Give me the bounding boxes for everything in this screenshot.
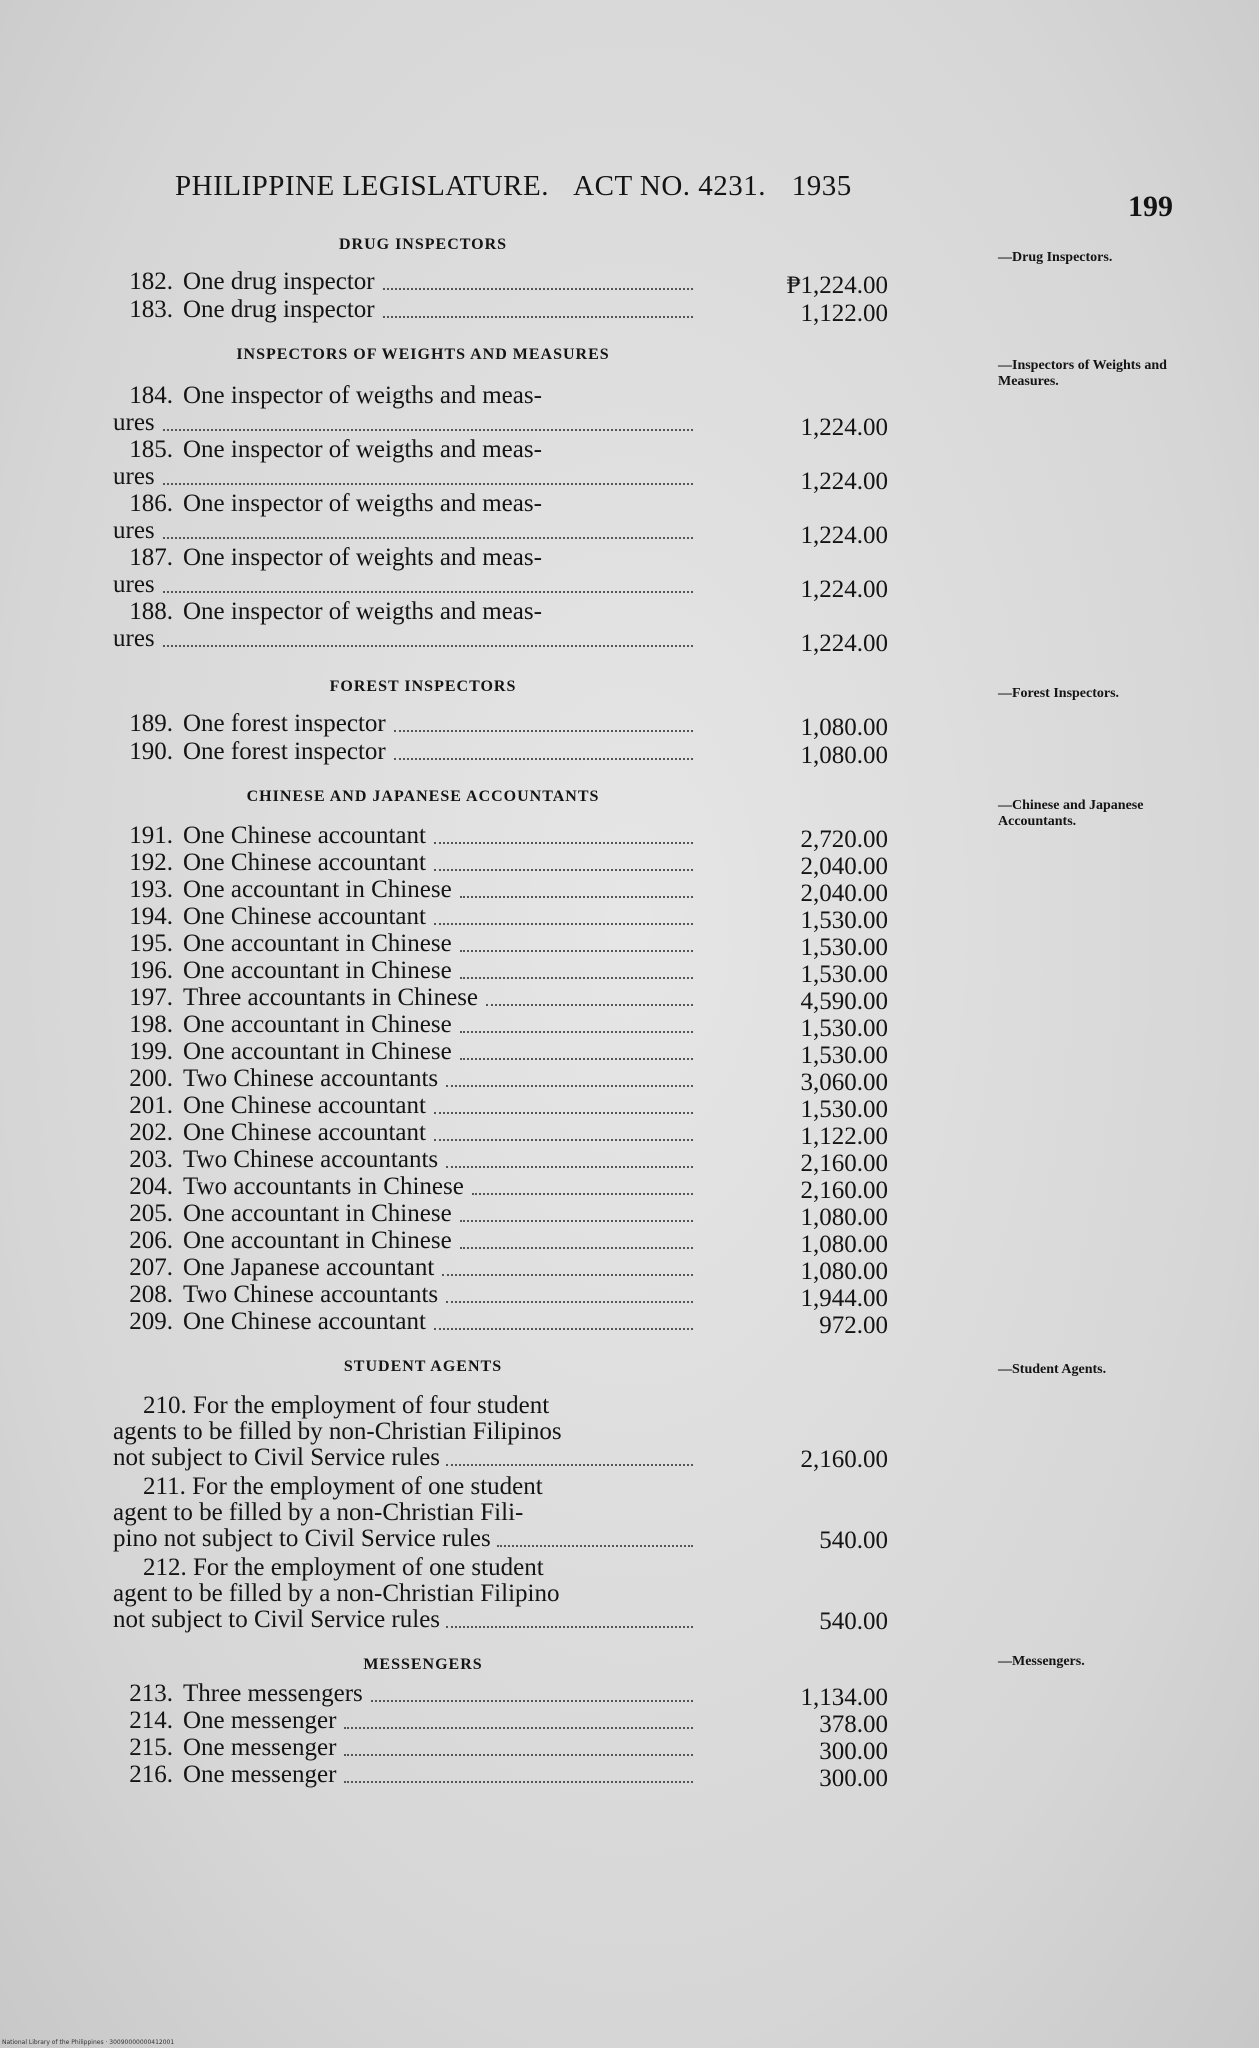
item-number: 206.: [129, 1227, 173, 1254]
dot-leader: [163, 589, 693, 593]
item-weights: [113, 436, 1103, 463]
item-amount: 1,224.00: [800, 468, 888, 495]
dot-leader: [446, 1462, 693, 1466]
item-weights: [113, 382, 1103, 409]
item-number: 186.: [129, 490, 173, 517]
item-accountants: [113, 1038, 1103, 1065]
margin-note-accountants: —Chinese and Japanese Accountants.: [998, 798, 1144, 829]
item-description: One Chinese accountant: [183, 1119, 426, 1146]
item-description: One messenger: [183, 1707, 337, 1734]
item-number: 201.: [129, 1092, 173, 1119]
item-amount: 540.00: [819, 1608, 888, 1635]
item-accountants: [113, 1254, 1103, 1281]
paragraph-line: 212. For the employment of one student: [143, 1554, 544, 1581]
item-description: One Chinese accountant: [183, 1308, 426, 1335]
item-description: One accountant in Chinese: [183, 930, 452, 957]
item-accountants: [113, 930, 1103, 957]
item-number: 195.: [129, 930, 173, 957]
item-description: One accountant in Chinese: [183, 876, 452, 903]
dot-leader: [434, 840, 693, 844]
dot-leader: [163, 535, 693, 539]
item-amount: 972.00: [819, 1312, 888, 1339]
item-accountants: [113, 822, 1103, 849]
item-number: 182.: [129, 268, 173, 295]
dot-leader: [446, 1299, 693, 1303]
item-number: 187.: [129, 544, 173, 571]
dot-leader: [383, 286, 693, 290]
item-number: 207.: [129, 1254, 173, 1281]
dot-leader: [434, 921, 693, 925]
item-number: 190.: [129, 738, 173, 765]
item-amount: 1,224.00: [800, 522, 888, 549]
item-continuation: ures: [113, 463, 155, 490]
item-description: Three messengers: [183, 1680, 363, 1707]
item-description: One Chinese accountant: [183, 903, 426, 930]
item-accountants: [113, 1227, 1103, 1254]
item-description: One accountant in Chinese: [183, 1038, 452, 1065]
item-number: 184.: [129, 382, 173, 409]
item-amount: 1,530.00: [800, 961, 888, 988]
item-amount: 540.00: [819, 1527, 888, 1554]
item-amount: 300.00: [819, 1738, 888, 1765]
item-number: 183.: [129, 296, 173, 323]
paragraph-line: pino not subject to Civil Service rules: [113, 1525, 491, 1552]
item-accountants: [113, 849, 1103, 876]
dot-leader: [163, 643, 693, 647]
item-number: 216.: [129, 1761, 173, 1788]
item-amount: 1,944.00: [800, 1285, 888, 1312]
item-amount: 1,080.00: [800, 1204, 888, 1231]
item-amount: 1,134.00: [800, 1684, 888, 1711]
item-number: 199.: [129, 1038, 173, 1065]
dot-leader: [486, 1002, 693, 1006]
item-description: One drug inspector: [183, 268, 375, 295]
item-amount: 1,080.00: [800, 742, 888, 769]
item-amount: 1,224.00: [800, 414, 888, 441]
item-weights: [113, 544, 1103, 571]
item-amount: 1,080.00: [800, 1258, 888, 1285]
item-number: 208.: [129, 1281, 173, 1308]
dot-leader: [446, 1164, 693, 1168]
item-number: 202.: [129, 1119, 173, 1146]
item-description: One accountant in Chinese: [183, 1011, 452, 1038]
item-weights: [113, 598, 1103, 625]
dot-leader: [394, 728, 693, 732]
dot-leader: [472, 1191, 693, 1195]
item-description: One forest inspector: [183, 738, 386, 765]
item-continuation: ures: [113, 571, 155, 598]
item-accountants: [113, 957, 1103, 984]
dot-leader: [460, 1056, 693, 1060]
section-title-messengers: MESSENGERS: [363, 1656, 483, 1673]
item-number: 215.: [129, 1734, 173, 1761]
item-amount: 3,060.00: [800, 1069, 888, 1096]
dot-leader: [434, 867, 693, 871]
item-number: 194.: [129, 903, 173, 930]
item-accountants: [113, 903, 1103, 930]
paragraph-line: not subject to Civil Service rules: [113, 1444, 441, 1471]
dot-leader: [394, 756, 693, 760]
item-accountants: [113, 1173, 1103, 1200]
item-number: 189.: [129, 710, 173, 737]
item-amount: 1,530.00: [800, 934, 888, 961]
section-title-accountants: CHINESE AND JAPANESE ACCOUNTANTS: [246, 788, 600, 805]
item-continuation: ures: [113, 409, 155, 436]
item-description: Two Chinese accountants: [183, 1281, 439, 1308]
dot-leader: [446, 1624, 693, 1628]
dot-leader: [344, 1779, 693, 1783]
item-amount: 1,080.00: [800, 714, 888, 741]
item-description: One inspector of weigths and meas-: [183, 598, 542, 625]
dot-leader: [460, 1029, 693, 1033]
header-year: 1935: [791, 170, 852, 202]
item-amount: 1,530.00: [800, 1015, 888, 1042]
dot-leader: [460, 894, 693, 898]
running-header: [175, 170, 870, 203]
item-amount: 1,224.00: [800, 630, 888, 657]
dot-leader: [460, 975, 693, 979]
item-number: 193.: [129, 876, 173, 903]
item-accountants: [113, 1146, 1103, 1173]
section-title-drug: DRUG INSPECTORS: [338, 236, 508, 253]
item-description: One forest inspector: [183, 710, 386, 737]
item-amount: 1,530.00: [800, 907, 888, 934]
item-messengers: [113, 1761, 1103, 1788]
item-amount: 2,160.00: [800, 1177, 888, 1204]
item-description: Two accountants in Chinese: [183, 1173, 464, 1200]
item-amount: 4,590.00: [800, 988, 888, 1015]
paragraph-line: agent to be filled by a non-Christian Filipino: [113, 1580, 560, 1607]
item-description: One accountant in Chinese: [183, 957, 452, 984]
item-description: One Chinese accountant: [183, 1092, 426, 1119]
item-number: 205.: [129, 1200, 173, 1227]
item-amount: 1,122.00: [800, 300, 888, 327]
margin-note-forest: —Forest Inspectors.: [998, 686, 1120, 701]
item-number: 204.: [129, 1173, 173, 1200]
item-accountants: [113, 1308, 1103, 1335]
item-number: 188.: [129, 598, 173, 625]
item-amount: 2,160.00: [800, 1446, 888, 1473]
paragraph-line: 210. For the employment of four student: [143, 1392, 550, 1419]
item-description: One accountant in Chinese: [183, 1227, 452, 1254]
item-description: Two Chinese accountants: [183, 1146, 439, 1173]
item-description: One Japanese accountant: [183, 1254, 435, 1281]
item-amount: 2,720.00: [800, 826, 888, 853]
dot-leader: [497, 1543, 693, 1547]
header-act: ACT NO. 4231.: [573, 170, 767, 202]
header-title: PHILIPPINE LEGISLATURE.: [175, 170, 549, 202]
section-title-weights: INSPECTORS OF WEIGHTS AND MEASURES: [236, 346, 610, 363]
item-description: One inspector of weights and meas-: [183, 544, 542, 571]
page-number: 199: [1128, 190, 1173, 223]
item-continuation: ures: [113, 517, 155, 544]
item-forest: [113, 738, 1103, 765]
item-description: Two Chinese accountants: [183, 1065, 439, 1092]
item-number: 214.: [129, 1707, 173, 1734]
item-description: One Chinese accountant: [183, 822, 426, 849]
item-amount: 378.00: [819, 1711, 888, 1738]
item-accountants: [113, 876, 1103, 903]
dot-leader: [460, 1218, 693, 1222]
paragraph-line: agent to be filled by a non-Christian Fili-: [113, 1499, 524, 1526]
item-amount: 1,122.00: [800, 1123, 888, 1150]
dot-leader: [371, 1698, 693, 1702]
item-number: 203.: [129, 1146, 173, 1173]
item-number: 200.: [129, 1065, 173, 1092]
dot-leader: [434, 1137, 693, 1141]
paragraph-line: 211. For the employment of one student: [143, 1473, 543, 1500]
scan-footer: National Library of the Philippines · 30090000000412001: [2, 2039, 175, 2046]
item-amount: 2,040.00: [800, 880, 888, 907]
item-number: 196.: [129, 957, 173, 984]
item-amount: ₱1,224.00: [786, 272, 888, 299]
item-amount: 1,530.00: [800, 1096, 888, 1123]
item-description: Three accountants in Chinese: [183, 984, 479, 1011]
item-description: One drug inspector: [183, 296, 375, 323]
item-amount: 2,040.00: [800, 853, 888, 880]
item-amount: 1,530.00: [800, 1042, 888, 1069]
item-weights: [113, 490, 1103, 517]
item-amount: 1,224.00: [800, 576, 888, 603]
item-accountants: [113, 1011, 1103, 1038]
item-drug: [113, 296, 1103, 323]
dot-leader: [434, 1326, 693, 1330]
item-number: 197.: [129, 984, 173, 1011]
item-accountants: [113, 1119, 1103, 1146]
item-accountants: [113, 1200, 1103, 1227]
item-messengers: [113, 1707, 1103, 1734]
item-drug: [113, 268, 1103, 295]
dot-leader: [442, 1272, 693, 1276]
dot-leader: [344, 1752, 693, 1756]
dot-leader: [460, 1245, 693, 1249]
margin-note-drug: —Drug Inspectors.: [998, 250, 1113, 265]
dot-leader: [163, 427, 693, 431]
margin-note-messengers: —Messengers.: [998, 1654, 1085, 1669]
margin-note-students: —Student Agents.: [998, 1362, 1107, 1377]
item-description: One accountant in Chinese: [183, 1200, 452, 1227]
paragraph-line: agents to be filled by non-Christian Filipinos: [113, 1418, 562, 1445]
item-messengers: [113, 1734, 1103, 1761]
dot-leader: [434, 1110, 693, 1114]
item-number: 198.: [129, 1011, 173, 1038]
section-title-students: STUDENT AGENTS: [343, 1358, 503, 1375]
margin-note-weights: —Inspectors of Weights and Measures.: [998, 358, 1167, 389]
item-number: 185.: [129, 436, 173, 463]
item-description: One inspector of weigths and meas-: [183, 436, 542, 463]
item-amount: 2,160.00: [800, 1150, 888, 1177]
item-number: 192.: [129, 849, 173, 876]
item-messengers: [113, 1680, 1103, 1707]
item-description: One inspector of weigths and meas-: [183, 382, 542, 409]
item-description: One Chinese accountant: [183, 849, 426, 876]
dot-leader: [460, 948, 693, 952]
item-description: One messenger: [183, 1761, 337, 1788]
item-number: 213.: [129, 1680, 173, 1707]
item-forest: [113, 710, 1103, 737]
item-accountants: [113, 984, 1103, 1011]
dot-leader: [383, 314, 693, 318]
item-accountants: [113, 1092, 1103, 1119]
item-amount: 1,080.00: [800, 1231, 888, 1258]
paragraph-line: not subject to Civil Service rules: [113, 1606, 441, 1633]
item-accountants: [113, 1281, 1103, 1308]
item-amount: 300.00: [819, 1765, 888, 1792]
item-number: 191.: [129, 822, 173, 849]
dot-leader: [344, 1725, 693, 1729]
dot-leader: [163, 481, 693, 485]
item-number: 209.: [129, 1308, 173, 1335]
section-title-forest: FOREST INSPECTORS: [329, 678, 517, 695]
item-description: One messenger: [183, 1734, 337, 1761]
item-description: One inspector of weigths and meas-: [183, 490, 542, 517]
item-continuation: ures: [113, 625, 155, 652]
dot-leader: [446, 1083, 693, 1087]
item-accountants: [113, 1065, 1103, 1092]
